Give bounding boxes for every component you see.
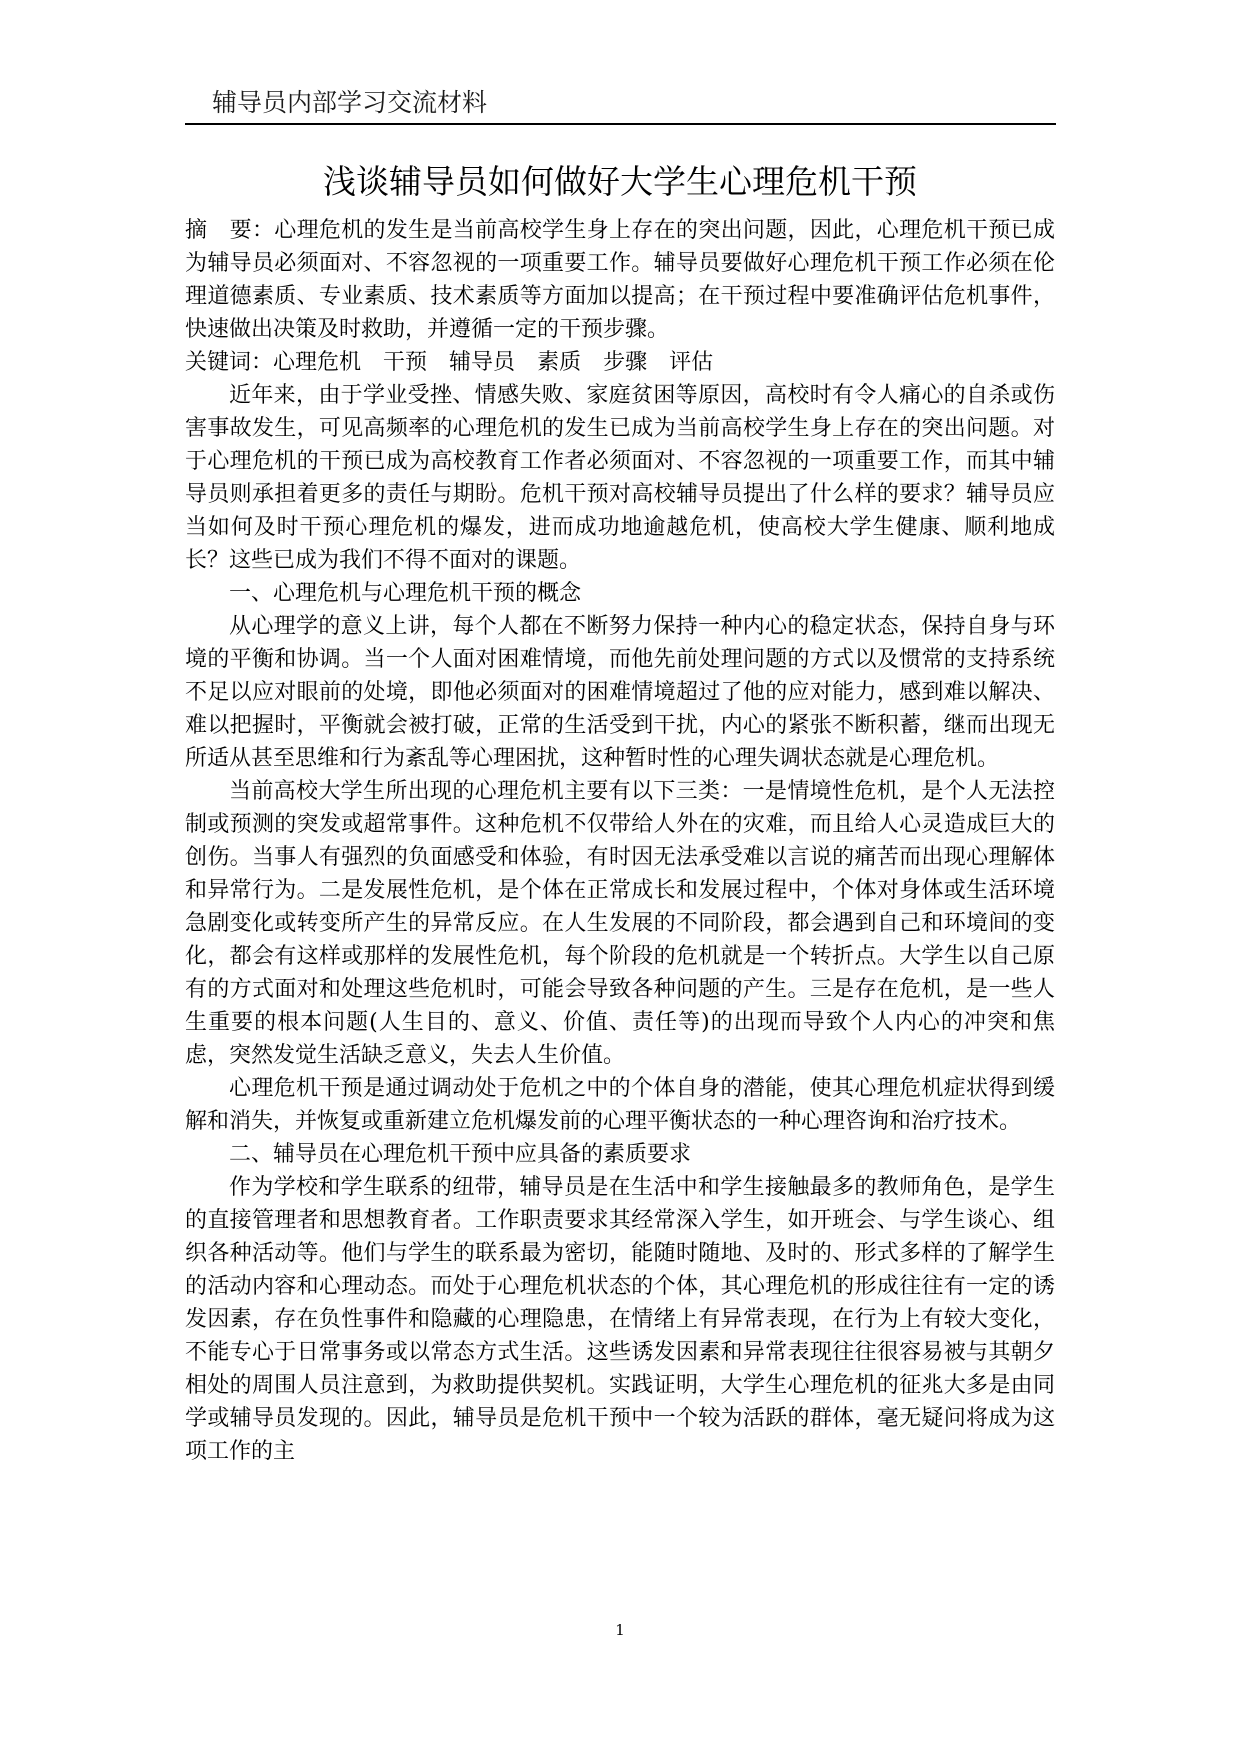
body-paragraph: 作为学校和学生联系的纽带，辅导员是在生活中和学生接触最多的教师角色，是学生的直接管理者和思想教育者。工作职责要求其经常深入学生，如开班会、与学生谈心、组织各种活动等。他们与学生的联系最为密切，能随时随地、及时的、形式多样的了解学生的活动内容和心理动态。而处于心理危机状态的个体，其心理危机的形成往往有一定的诱发因素，存在负性事件和隐藏的心理隐患，在情绪上有异常表现，在行为上有较大变化，不能专心于日常事务或以常态方式生活。这些诱发因素和异常表现往往很容易被与其朝夕相处的周围人员注意到，为救助提供契机。实践证明，大学生心理危机的征兆大多是由同学或辅导员发现的。因此，辅导员是危机干预中一个较为活跃的群体，毫无疑问将成为这项工作的主: [185, 1175, 1055, 1464]
keyword: 评估: [669, 350, 714, 375]
keyword: 干预: [383, 350, 428, 375]
document-body: [185, 214, 1055, 1468]
abstract-label: 摘 要：: [185, 218, 275, 243]
keyword: 步骤: [603, 350, 648, 375]
running-header: 辅导员内部学习交流材料: [212, 88, 488, 117]
section-1-heading: 一、心理危机与心理危机干预的概念: [229, 581, 582, 606]
header-divider: [185, 123, 1056, 125]
keywords-line: [185, 346, 1055, 379]
intro-paragraph: 近年来，由于学业受挫、情感失败、家庭贫困等原因，高校时有令人痛心的自杀或伤害事故发生，可见高频率的心理危机的发生已成为当前高校学生身上存在的突出问题。对于心理危机的干预已成为高校教育工作者必须面对、不容忽视的一项重要工作，而其中辅导员则承担着更多的责任与期盼。危机干预对高校辅导员提出了什么样的要求？辅导员应当如何及时干预心理危机的爆发，进而成功地逾越危机，使高校大学生健康、顺利地成长？这些已成为我们不得不面对的课题。: [185, 383, 1055, 573]
section-2-heading: 二、辅导员在心理危机干预中应具备的素质要求: [229, 1142, 692, 1167]
keyword: 素质: [537, 350, 582, 375]
keyword: 辅导员: [449, 350, 516, 375]
body-paragraph: 心理危机干预是通过调动处于危机之中的个体自身的潜能，使其心理危机症状得到缓解和消失，并恢复或重新建立危机爆发前的心理平衡状态的一种心理咨询和治疗技术。: [185, 1076, 1055, 1134]
body-paragraph: 当前高校大学生所出现的心理危机主要有以下三类：一是情境性危机，是个人无法控制或预测的突发或超常事件。这种危机不仅带给人外在的灾难，而且给人心灵造成巨大的创伤。当事人有强烈的负面感受和体验，有时因无法承受难以言说的痛苦而出现心理解体和异常行为。二是发展性危机，是个体在正常成长和发展过程中，个体对身体或生活环境急剧变化或转变所产生的异常反应。在人生发展的不同阶段，都会遇到自己和环境间的变化，都会有这样或那样的发展性危机，每个阶段的危机就是一个转折点。大学生以自己原有的方式面对和处理这些危机时，可能会导致各种问题的产生。三是存在危机，是一些人生重要的根本问题(人生目的、意义、价值、责任等)的出现而导致个人内心的冲突和焦虑，突然发觉生活缺乏意义，失去人生价值。: [185, 779, 1055, 1068]
document-title: 浅谈辅导员如何做好大学生心理危机干预: [323, 162, 917, 201]
abstract-paragraph: [185, 214, 1055, 346]
body-paragraph: 从心理学的意义上讲，每个人都在不断努力保持一种内心的稳定状态，保持自身与环境的平衡和协调。当一个人面对困难情境，而他先前处理问题的方式以及惯常的支持系统不足以应对眼前的处境，即他必须面对的困难情境超过了他的应对能力，感到难以解决、难以把握时，平衡就会被打破，正常的生活受到干扰，内心的紧张不断积蓄，继而出现无所适从甚至思维和行为紊乱等心理困扰，这种暂时性的心理失调状态就是心理危机。: [185, 614, 1055, 771]
keywords-label: 关键词：: [185, 350, 274, 375]
keyword: 心理危机: [273, 350, 362, 375]
abstract-text: 心理危机的发生是当前高校学生身上存在的突出问题，因此，心理危机干预已成为辅导员必须面对、不容忽视的一项重要工作。辅导员要做好心理危机干预工作必须在伦理道德素质、专业素质、技术素质等方面加以提高；在干预过程中要准确评估危机事件，快速做出决策及时救助，并遵循一定的干预步骤。: [185, 218, 1055, 342]
page-number: 1: [615, 1621, 625, 1639]
